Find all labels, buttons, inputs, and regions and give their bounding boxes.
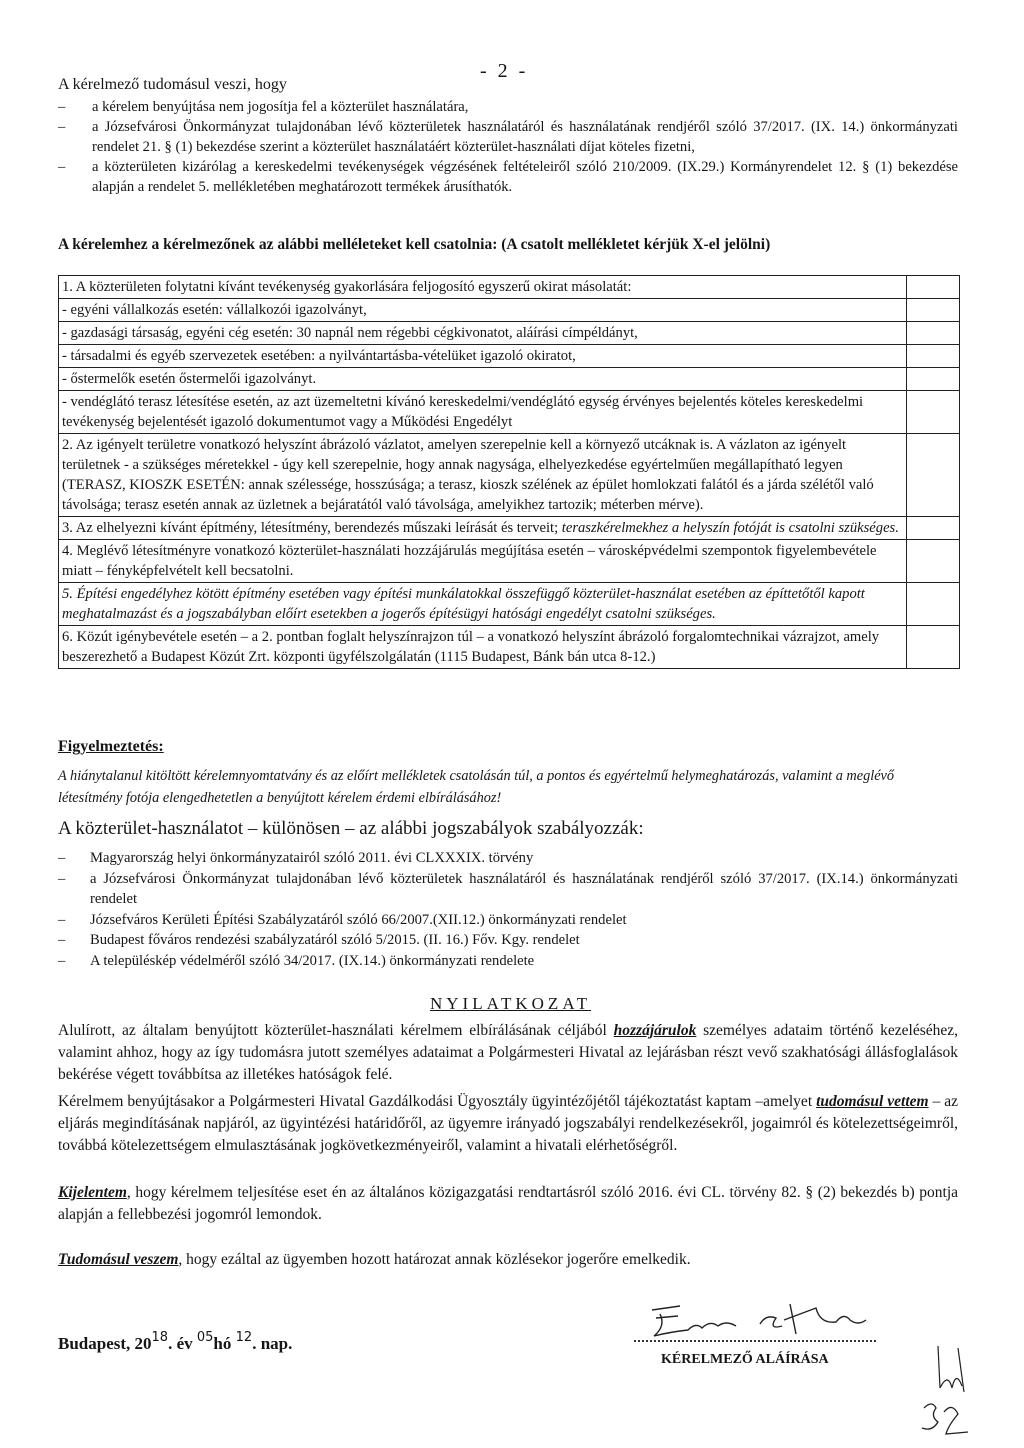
conditions-list bbox=[58, 97, 958, 197]
checkbox-cell[interactable] bbox=[907, 626, 960, 669]
declaration-paragraph-1: Alulírott, az általam benyújtott közterület-használati kérelmem elbírálásának céljából hozzájárulok személyes adataim történő kezeléséhez, valamint ahhoz, hogy az így tudomásra jutott személyes adataimat a Polgármesteri Hivatal az lejárásban részt vevő szakhatósági állásfoglalások bekérése végett továbbítsa az illetékes hatóságok felé. bbox=[58, 1022, 958, 1083]
checkbox-cell[interactable] bbox=[907, 322, 960, 345]
checkbox-cell[interactable] bbox=[907, 517, 960, 540]
table-row bbox=[59, 322, 960, 345]
checkbox-cell[interactable] bbox=[907, 345, 960, 368]
handwritten-initials bbox=[918, 1342, 988, 1438]
table-row bbox=[59, 391, 960, 434]
declaration-paragraph-4: Tudomásul veszem, hogy ezáltal az ügyemben hozott határozat annak közlésekor jogerőre emelkedik. bbox=[58, 1251, 691, 1268]
place-date: Budapest, $20^{18}$. év $^{05}$hó $^{12}$. nap. bbox=[58, 1330, 293, 1353]
attachment-1-sub: - gazdasági társaság, egyéni cég esetén: 30 napnál nem régebbi cégkivonatot, aláírási címpéldányt, bbox=[59, 322, 907, 345]
attachment-1-sub: - társadalmi és egyéb szervezetek esetében: a nyilvántartásba-vételüket igazoló okiratot, bbox=[59, 345, 907, 368]
laws-title: A közterület-használatot – különösen – az alábbi jogszabályok szabályozzák: bbox=[58, 818, 644, 839]
table-row bbox=[59, 517, 960, 540]
attachment-1-sub: - egyéni vállalkozás esetén: vállalkozói igazolványt, bbox=[59, 299, 907, 322]
attachment-6: 6. Közút igénybevétele esetén – a 2. pontban foglalt helyszínrajzon túl – a vonatkozó helyszínt ábrázoló forgalomtechnikai vázrajzot, amely beszerezhető a Budapest Közút Zrt. központi ügyfélszolgálatán (1115 Budapest, Bánk bán utca 8-12.) bbox=[59, 626, 907, 669]
declaration-title: NYILATKOZAT bbox=[430, 994, 592, 1013]
checkbox-cell[interactable] bbox=[907, 299, 960, 322]
list-item: – a Józsefvárosi Önkormányzat tulajdonában lévő közterületek használatáról és használatának rendjéről szóló 37/2017. (IX.14.) önkormányzati rendelet bbox=[58, 870, 958, 907]
attachment-1-title: 1. A közterületen folytatni kívánt tevékenység gyakorlására feljogosító egyszerű okirat másolatát: bbox=[59, 276, 907, 299]
list-item: – Józsefváros Kerületi Építési Szabályzatáról szóló 66/2007.(XII.12.) önkormányzati rendelet bbox=[58, 911, 627, 928]
table-row bbox=[59, 299, 960, 322]
checkbox-cell[interactable] bbox=[907, 391, 960, 434]
attachment-1-sub: - őstermelők esetén őstermelői igazolványt. bbox=[59, 368, 907, 391]
declaration-paragraph-2: Kérelmem benyújtásakor a Polgármesteri Hivatal Gazdálkodási Ügyosztály ügyintézőjétől tájékoztatást kaptam –amelyet tudomásul vettem – az eljárás megindításának napjáról, az ügyintézési határidőről, az ügyemre irányadó jogszabályi rendelkezésekről, jogaimról és kötelezettségeimről, továbbá kötelezettségem elmulasztásának jogkövetkezményeiről, valamint a hivatali elérhetőségről. bbox=[58, 1093, 959, 1154]
checkbox-cell[interactable] bbox=[907, 583, 960, 626]
intro-text: A kérelmező tudomásul veszi, hogy bbox=[58, 76, 287, 93]
attachments-table bbox=[58, 275, 960, 669]
table-row bbox=[59, 368, 960, 391]
handwritten-signature bbox=[640, 1296, 890, 1346]
attachment-3: 3. Az elhelyezni kívánt építmény, létesítmény, berendezés műszaki leírását és terveit; teraszkérelmekhez a helyszín fotóját is csatolni szükséges. bbox=[59, 517, 907, 540]
checkbox-cell[interactable] bbox=[907, 540, 960, 583]
checkbox-cell[interactable] bbox=[907, 276, 960, 299]
declaration-paragraph-3: Kijelentem, hogy kérelmem teljesítése eset én az általános közigazgatási rendtartásról szóló 2016. évi CL. törvény 82. § (2) bekezdés b) pontja alapján a fellebbezési jogomról lemondok. bbox=[58, 1184, 958, 1223]
list-item: – a kérelem benyújtása nem jogosítja fel a közterület használatára, bbox=[58, 99, 469, 115]
laws-list bbox=[58, 848, 958, 971]
checkbox-cell[interactable] bbox=[907, 368, 960, 391]
list-item: – Magyarország helyi önkormányzatairól szóló 2011. évi CLXXXIX. törvény bbox=[58, 850, 534, 866]
warning-text: A hiánytalanul kitöltött kérelemnyomtatvány és az előírt mellékletek csatolásán túl, a pontos és egyértelmű helymeghatározás, valamint a meglévő létesítmény fotója elengedhetetlen a benyújtott kérelem érdemi elbírálásához! bbox=[58, 768, 895, 806]
list-item: – a Józsefvárosi Önkormányzat tulajdonában lévő közterületek használatáról és használatának rendjéről szóló 37/2017. (IX. 14.) önkormányzati rendelet 21. § (1) bekezdése szerint a közterület használatáért közterület-használati díjat köteles fizetni, bbox=[58, 119, 958, 155]
list-item: – a közterületen kizárólag a kereskedelmi tevékenységek végzésének feltételeiről szóló 210/2009. (IX.29.) Kormányrendelet 12. § (1) bekezdése alapján a rendelet 5. mellékletében meghatározott termékek árusíthatók. bbox=[58, 159, 958, 195]
table-row bbox=[59, 276, 960, 299]
warning-title: Figyelmeztetés: bbox=[58, 738, 164, 755]
attachments-heading: A kérelemhez a kérelmezőnek az alábbi melléleteket kell csatolnia: (A csatolt mellékletet kérjük X-el jelölni) bbox=[58, 236, 771, 253]
table-row bbox=[59, 583, 960, 626]
list-item: – Budapest főváros rendezési szabályzatáról szóló 5/2015. (II. 16.) Főv. Kgy. rendelet bbox=[58, 932, 580, 948]
handwritten-day: 12 bbox=[235, 1330, 253, 1345]
checkbox-cell[interactable] bbox=[907, 434, 960, 517]
handwritten-month: 05 bbox=[196, 1330, 214, 1345]
table-row bbox=[59, 626, 960, 669]
attachment-5: 5. Építési engedélyhez kötött építmény esetében vagy építési munkálatokkal összefüggő közterület-használat esetében az építtetőtől kapott meghatalmazást és a jogszabályban előírt esetekben a jogerős építésügyi hatósági engedélyt csatolni szükséges. bbox=[59, 583, 907, 626]
table-row bbox=[59, 540, 960, 583]
signature-label: KÉRELMEZŐ ALÁÍRÁSA bbox=[661, 1352, 829, 1367]
handwritten-year: 18 bbox=[151, 1330, 169, 1345]
table-row bbox=[59, 434, 960, 517]
attachment-4: 4. Meglévő létesítményre vonatkozó közterület-használati hozzájárulás megújítása esetén – városképvédelmi szempontok figyelembevétele miatt – fényképfelvételt kell becsatolni. bbox=[59, 540, 907, 583]
attachment-2: 2. Az igényelt területre vonatkozó helyszínt ábrázoló vázlatot, amelyen szerepelnie kell a környező utcáknak is. A vázlaton az igényelt területnek - a szükséges méretekkel - úgy kell szerepelnie, hogy annak nagysága, elhelyezkedése egyértelműen megállapítható legyen (TERASZ, KIOSZK ESETÉN: annak szélessége, hosszúsága; a terasz, kioszk szélének az épület homlokzati falától és a járda szélétől való távolsága; terasz esetén annak az üzletnek a bejáratától való távolsága, amelyikhez tartozik; méterben mérve). bbox=[59, 434, 907, 517]
list-item: – A településkép védelméről szóló 34/2017. (IX.14.) önkormányzati rendelete bbox=[58, 952, 535, 969]
page-number: - 2 - bbox=[480, 60, 529, 82]
signature-line bbox=[634, 1340, 876, 1342]
table-row bbox=[59, 345, 960, 368]
attachment-1-sub: - vendéglátó terasz létesítése esetén, az azt üzemeltetni kívánó kereskedelmi/vendéglátó egység érvényes bejelentés köteles kereskedelmi tevékenység bejelentését igazoló dokumentumot vagy a Működési Engedélyt bbox=[59, 391, 907, 434]
